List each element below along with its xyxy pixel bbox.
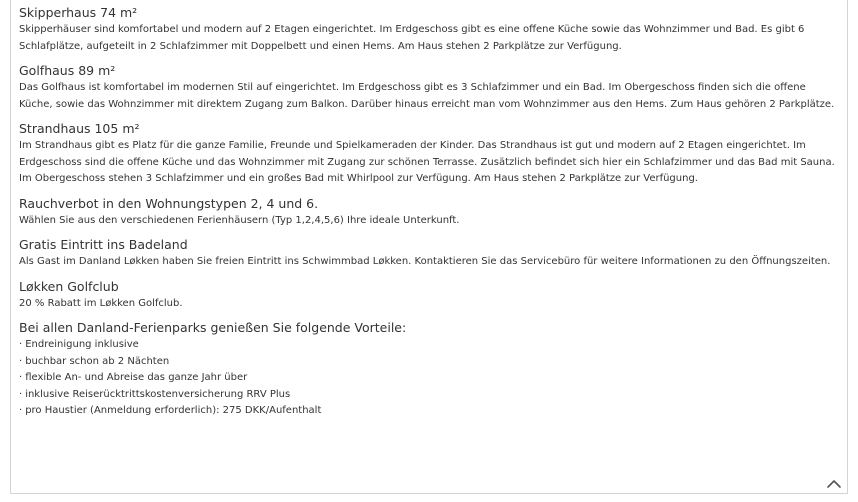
section-title: Løkken Golfclub (19, 278, 119, 294)
bullet: · (19, 339, 23, 350)
section-badeland (19, 236, 839, 271)
list-item (19, 337, 839, 354)
section-rauchverbot (19, 195, 839, 230)
list-item-text: pro Haustier (Anmeldung erforderlich): 275 DKK/Aufenthalt (25, 405, 322, 416)
list-item (19, 403, 839, 420)
bullet: · (19, 405, 23, 416)
section-title: Rauchverbot in den Wohnungstypen 2, 4 und 6. (19, 195, 319, 211)
section-text: Das Golfhaus ist komfortabel im modernen Stil auf eingerichtet. Im Erdgeschoss gibt es 3 Schlafzimmer und ein Bad. Im Obergeschoss finden sich die offene Küche, sowie das Wohnzimmer mit direktem Zugang zum Balkon. Darüber hinaus erreicht man vom Wohnzimmer aus den Hems. Zum Haus gehören 2 Parkplätze. (19, 82, 835, 110)
section-golfhaus (19, 62, 839, 113)
collapse-button[interactable] (825, 477, 843, 491)
chevron-up-icon (826, 479, 842, 489)
section-text: Wählen Sie aus den verschiedenen Ferienhäusern (Typ 1,2,4,5,6) Ihre ideale Unterkunft. (19, 214, 460, 226)
list-item-text: Endreinigung inklusive (25, 339, 139, 350)
list-item-text: buchbar schon ab 2 Nächten (25, 355, 170, 367)
list-item (19, 387, 839, 404)
section-title: Golfhaus 89 m² (19, 63, 116, 78)
section-title: Gratis Eintritt ins Badeland (19, 237, 188, 252)
list-item-text: flexible An- und Abreise das ganze Jahr über (25, 372, 248, 383)
list-item (19, 354, 839, 371)
section-text: Im Strandhaus gibt es Platz für die ganze Familie, Freunde und Spielkameraden der Kinder. Das Strandhaus ist gut und modern auf 2 Etagen eingerichtet. Im Erdgeschoss sind die offene Küche und das Wohnzimmer mit Zugang zur schönen Terrasse. Zusätzlich befindet sich hier ein Schlafzimmer und das Bad mit Sauna. Im Obergeschoss stehen 3 Schlafzimmer und ein großes Bad mit Whirlpool zur Verfügung. Am Haus stehen 2 Parkplätze zur Verfügung. (19, 140, 835, 184)
info-content (19, 4, 839, 427)
list-item-text: inklusive Reiserücktrittskostenversicherung RRV Plus (25, 388, 291, 400)
section-text: Als Gast im Danland Løkken haben Sie freien Eintritt ins Schwimmbad Løkken. Kontaktieren Sie das Servicebüro für weitere Informationen zu den Öffnungszeiten. (19, 256, 831, 267)
section-golfclub (19, 278, 839, 313)
section-text: Skipperhäuser sind komfortabel und modern auf 2 Etagen eingerichtet. Im Erdgeschoss gibt es eine offene Küche sowie das Wohnzimmer und Bad. Es gibt 6 Schlafplätze, aufgeteilt in 2 Schlafzimmer mit Doppelbett und einen Hems. Am Haus stehen 2 Parkplätze zur Verfügung. (19, 24, 805, 52)
list-item (19, 370, 839, 387)
bullet: · (19, 388, 23, 400)
section-title: Strandhaus 105 m² (19, 121, 140, 136)
info-panel (10, 0, 848, 494)
section-benefits (19, 319, 839, 420)
benefits-list (19, 337, 839, 420)
bullet: · (19, 372, 23, 383)
section-skipperhaus (19, 4, 839, 55)
section-title: Skipperhaus 74 m² (19, 5, 138, 20)
section-strandhaus (19, 120, 839, 188)
bullet: · (19, 355, 23, 367)
section-text: 20 % Rabatt im Løkken Golfclub. (19, 297, 183, 309)
benefits-title: Bei allen Danland-Ferienparks genießen Sie folgende Vorteile: (19, 320, 407, 335)
